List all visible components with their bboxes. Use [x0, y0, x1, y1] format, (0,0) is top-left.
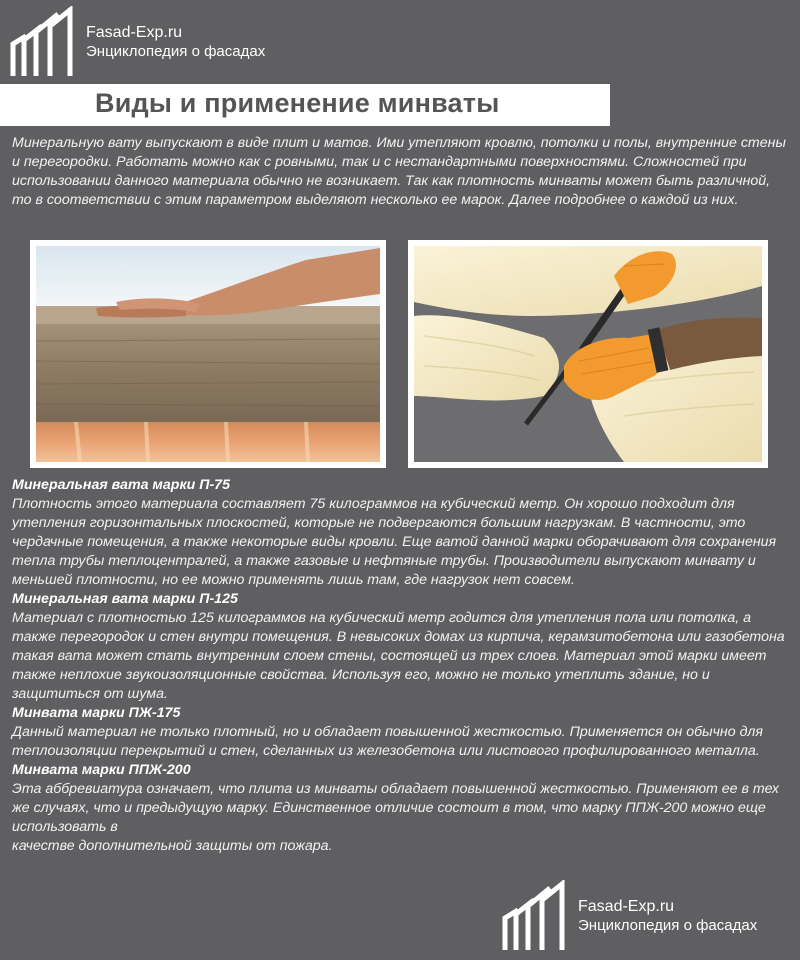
logo-site-name: Fasad-Exp.ru [578, 898, 675, 916]
photo-cutting-mat [408, 240, 768, 468]
logo-subtitle: Энциклопедия о фасадах [86, 42, 266, 60]
section-body-p75: Плотность этого материала составляет 75 килограммов на кубический метр. Он хорошо подходит для утепления горизонтальных плоскостей, которые не подвергаются большим нагрузкам. В частности, это чердачные помещения, а также некоторые виды кровли. Еще ватой данной марки оборачивают для сохранения тепла трубы теплоцентралей, а также газовые и нефтяные трубы. Производители выпускают минвату и меньшей плотности, но ее можно применять лишь там, где нагрузок нет совсем. [12, 496, 777, 588]
section-body-pzh175: Данный материал не только плотный, но и обладает повышенной жесткостью. Применяется он обычно для теплоизоляции перекрытий и стен, сделанных из железобетона или листового профилированного металла. [12, 724, 763, 759]
section-body-ppzh200: Эта аббревиатура означает, что плита из минваты обладает повышенной жесткостью. Применяют ее в тех же случаях, что и предыдущую марку. Единственное отличие состоит в том, что марку ППЖ-200 можно еще использовать в [12, 781, 779, 835]
section-title-p125: Минеральная вата марки П-125 [12, 591, 238, 607]
logo-site-name: Fasad-Exp.ru [86, 24, 183, 42]
photo-wool-slab [30, 240, 386, 468]
section-title-ppzh200: Минвата марки ППЖ-200 [12, 762, 191, 778]
building-logo-icon [8, 6, 78, 78]
section-body-p125: Материал с плотностью 125 килограммов на кубический метр годится для утепления пола или потолка, а также перегородок и стен внутри помещения. В невысоких домах из кирпича, керамзитобетона или газобетона такая вата может стать внутренним слоем стены, состоящей из трех слоев. Материал этой марки имеет также неплохие звукоизоляционные свойства. Используя его, можно не только утеплить здание, но и защититься от шума. [12, 610, 785, 702]
section-body-ppzh200-tail: качестве дополнительной защиты от пожара. [12, 838, 333, 854]
title-bar [0, 84, 610, 126]
section-title-pzh175: Минвата марки ПЖ-175 [12, 705, 181, 721]
cutting-wool-mat-photo [414, 246, 762, 462]
logo-subtitle: Энциклопедия о фасадах [578, 916, 758, 934]
site-logo-bottom[interactable] [500, 880, 757, 952]
page-title: Виды и применение минваты [95, 88, 500, 118]
article-body [12, 476, 796, 856]
hand-on-wool-slab-photo [36, 246, 380, 462]
site-logo-top[interactable] [8, 6, 265, 78]
section-body-ppzh200-wrap [12, 780, 792, 856]
intro-paragraph: Минеральную вату выпускают в виде плит и матов. Ими утепляют кровлю, потолки и полы, внутренние стены и перегородки. Работать можно как с ровными, так и с нестандартными поверхностями. Сложностей при использовании данного материала обычно не возникает. Так как плотность минваты может быть различной, то в соответствии с этим параметром выделяют несколько ее марок. Далее подробнее о каждой из них. [12, 135, 786, 208]
building-logo-icon [500, 880, 570, 952]
section-title-p75: Минеральная вата марки П-75 [12, 477, 230, 493]
